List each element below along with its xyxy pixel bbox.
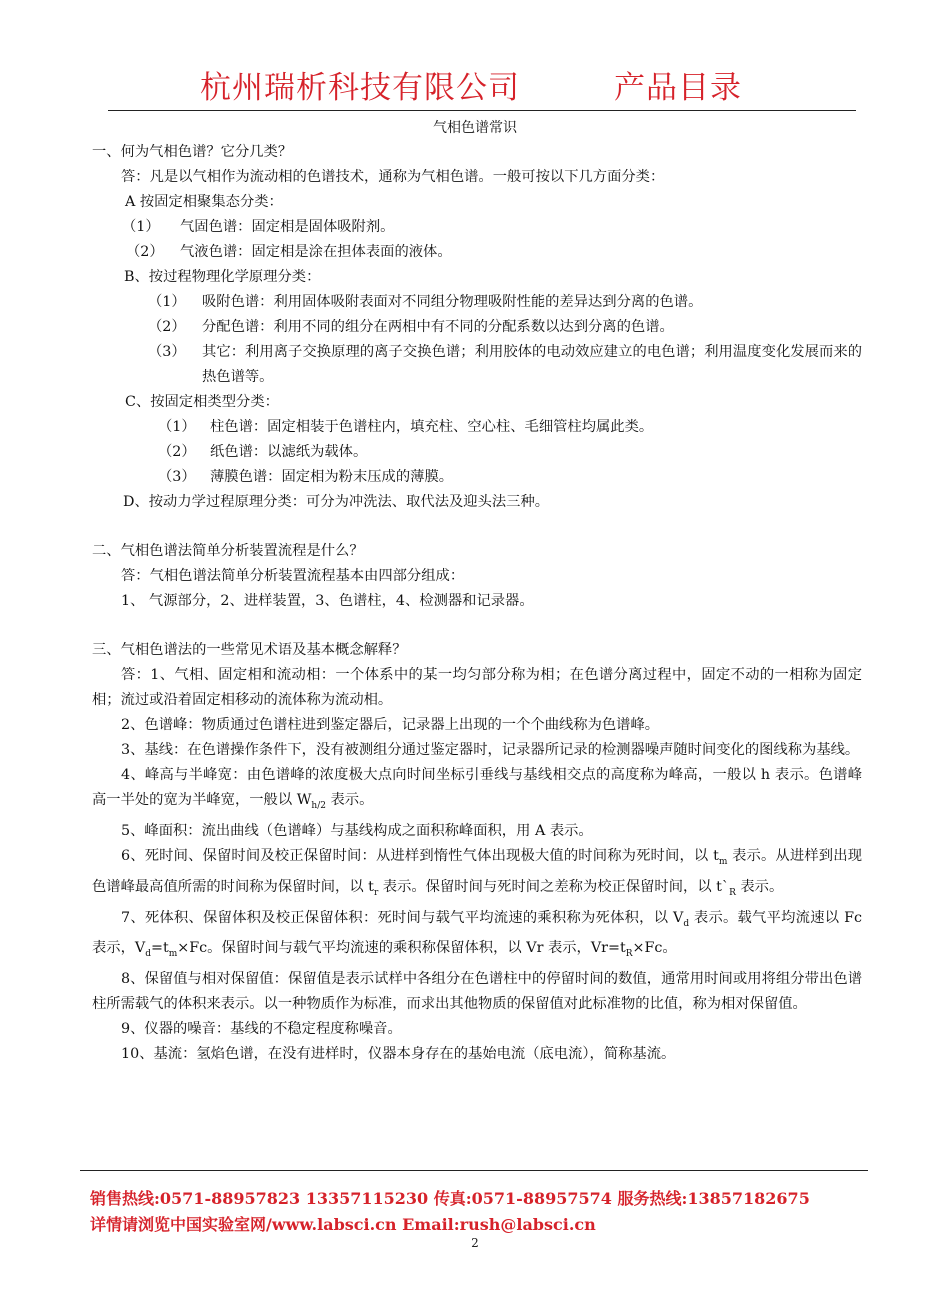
term-9: 9、仪器的噪音：基线的不稳定程度称噪音。 bbox=[121, 1021, 402, 1038]
item-number: （2） bbox=[158, 444, 196, 460]
section2-question: 二、气相色谱法简单分析装置流程是什么？ bbox=[92, 543, 364, 559]
item-number: （1） bbox=[122, 219, 160, 235]
item-number: （2） bbox=[148, 319, 186, 335]
section1-b-item bbox=[92, 290, 862, 315]
footer-website-line: 详情请浏览中国实验室网/www.labsci.cn Email:rush@labsci.cn bbox=[90, 1215, 596, 1234]
item-text: 分配色谱：利用不同的组分在两相中有不同的分配系数以达到分离的色谱。 bbox=[202, 319, 674, 335]
term-3: 3、基线：在色谱操作条件下，没有被测组分通过鉴定器时，记录器所记录的检测器噪声随时间变化的图线称为基线。 bbox=[121, 742, 860, 758]
header-rule bbox=[108, 110, 856, 111]
item-text: 吸附色谱：利用固体吸附表面对不同组分物理吸附性能的差异达到分离的色谱。 bbox=[202, 294, 703, 310]
term-10: 10、基流：氢焰色谱，在没有进样时，仪器本身存在的基始电流（底电流），简称基流。 bbox=[121, 1046, 676, 1063]
section1-b-title: B、按过程物理化学原理分类： bbox=[124, 269, 321, 285]
section1-d-title: D、按动力学过程原理分类：可分为冲洗法、取代法及迎头法三种。 bbox=[123, 494, 550, 510]
item-text: 其它：利用离子交换原理的离子交换色谱；利用胶体的电动效应建立的电色谱；利用温度变化发展而来的热色谱等。 bbox=[202, 344, 862, 385]
section3-question: 三、气相色谱法的一些常见术语及基本概念解释？ bbox=[92, 642, 407, 658]
section1-b-item bbox=[92, 315, 862, 340]
term-4: 4、峰高与半峰宽：由色谱峰的浓度极大点向时间坐标引垂线与基线相交点的高度称为峰高，一般以 h 表示。色谱峰高一半处的宽为半峰宽，一般以 $W_{h/2}$ 表示。 bbox=[92, 767, 862, 811]
item-text: 气固色谱：固定相是固体吸附剂。 bbox=[180, 219, 395, 235]
footer-contact-line: 销售热线:0571-88957823 13357115230 传真:0571-88957574 服务热线:13857182675 bbox=[90, 1189, 810, 1208]
term-8: 8、保留值与相对保留值：保留值是表示试样中各组分在色谱柱中的停留时间的数值，通常用时间或用将组分带出色谱柱所需载气的体积来表示。以一种物质作为标准，而求出其他物质的保留值对此标准物的比值，称为相对保留值。 bbox=[92, 971, 862, 1013]
footer-rule bbox=[80, 1170, 868, 1171]
document-title: 气相色谱常识 bbox=[433, 120, 517, 136]
item-number: （1） bbox=[158, 419, 196, 435]
item-number: （1） bbox=[148, 294, 186, 310]
page-footer bbox=[90, 1186, 810, 1238]
section1-question: 一、何为气相色谱？它分几类？ bbox=[92, 144, 293, 160]
section1-c-item bbox=[92, 440, 862, 465]
item-number: （3） bbox=[148, 344, 186, 360]
section2-list: 1、 气源部分，2、进样装置，3、色谱柱，4、检测器和记录器。 bbox=[121, 593, 534, 609]
section1-a-item bbox=[92, 240, 862, 265]
term-1: 答：1、气相、固定相和流动相：一个体系中的某一均匀部分称为相；在色谱分离过程中，固定不动的一相称为固定相；流过或沿着固定相移动的流体称为流动相。 bbox=[92, 667, 862, 708]
section1-c-item bbox=[92, 415, 862, 440]
section1-b-item bbox=[92, 340, 862, 390]
item-number: （3） bbox=[158, 469, 196, 485]
section1-c-title: C、按固定相类型分类： bbox=[125, 394, 279, 410]
section1-c-item bbox=[92, 465, 862, 490]
page-number: 2 bbox=[471, 1236, 479, 1250]
item-text: 气液色谱：固定相是涂在担体表面的液体。 bbox=[180, 244, 452, 260]
section1-a-item bbox=[92, 215, 862, 240]
section1-a-title: A 按固定相聚集态分类： bbox=[125, 194, 283, 210]
section2-answer: 答：气相色谱法简单分析装置流程基本由四部分组成： bbox=[121, 568, 465, 584]
term-6: 6、死时间、保留时间及校正保留时间：从进样到惰性气体出现极大值的时间称为死时间，以 $t_m$ 表示。从进样到出现色谱峰最高值所需的时间称为保留时间，以 $t_r$ 表示。保留时间与死时间之差称为校正保留时间，以 $t`_R$ 表示。 bbox=[92, 847, 862, 898]
term-2: 2、色谱峰：物质通过色谱柱进到鉴定器后，记录器上出现的一个个曲线称为色谱峰。 bbox=[121, 717, 660, 733]
item-text: 纸色谱：以滤纸为载体。 bbox=[210, 444, 368, 460]
page-header bbox=[0, 62, 950, 110]
item-text: 柱色谱：固定相装于色谱柱内，填充柱、空心柱、毛细管柱均属此类。 bbox=[210, 419, 654, 435]
catalog-label: 产品目录 bbox=[614, 70, 742, 106]
document-body bbox=[92, 140, 862, 1067]
section1-answer: 答：凡是以气相作为流动相的色谱技术，通称为气相色谱。一般可按以下几方面分类： bbox=[121, 169, 665, 185]
item-text: 薄膜色谱：固定相为粉末压成的薄膜。 bbox=[210, 469, 454, 485]
term-7: 7、死体积、保留体积及校正保留体积：死时间与载气平均流速的乘积称为死体积，以 $V_d$ 表示。载气平均流速以 Fc 表示，$V_d=t_m\times Fc$。保留时间与载气平均流速的乘积称保留体积，以 Vr 表示，$Vr=t_R\times Fc$。 bbox=[92, 909, 863, 960]
company-name: 杭州瑞析科技有限公司 bbox=[200, 70, 520, 106]
item-number: （2） bbox=[126, 244, 164, 260]
term-5: 5、峰面积：流出曲线（色谱峰）与基线构成之面积称峰面积，用 A 表示。 bbox=[121, 822, 593, 839]
